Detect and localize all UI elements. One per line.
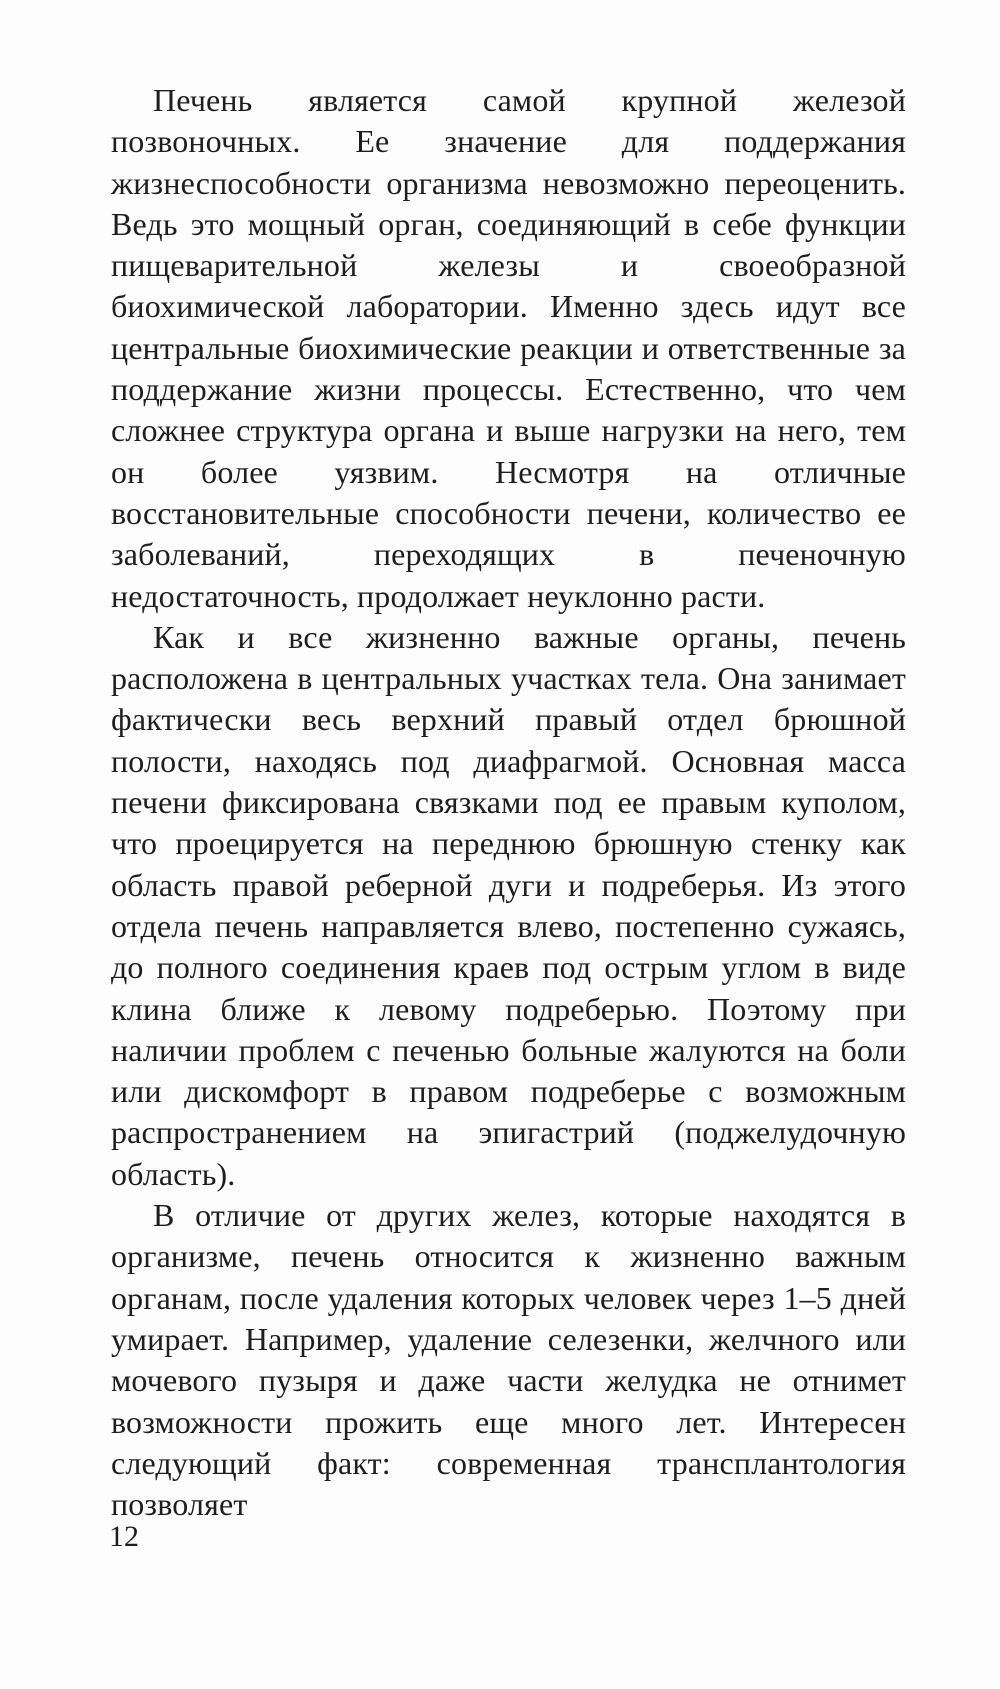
page-number: 12	[109, 1520, 139, 1553]
body-text	[111, 80, 906, 1525]
paragraph-3: В отличие от других желез, которые находятся в организме, печень относится к жизненно важным органам, после удаления которых человек через 1–5 дней умирает. Например, удаление селезенки, желчного или мочевого пузыря и даже части желудка не отнимет возможности прожить еще много лет. Интересен следующий факт: современная трансплантология позволяет	[111, 1197, 906, 1523]
paragraph-2: Как и все жизненно важные органы, печень расположена в центральных участках тела. Она занимает фактически весь верхний правый отдел брюшной полости, находясь под диафрагмой. Основная масса печени фиксирована связками под ее правым куполом, что проецируется на переднюю брюшную стенку как область правой реберной дуги и подреберья. Из этого отдела печень направляется влево, постепенно сужаясь, до полного соединения краев под острым углом в виде клина ближе к левому подреберью. Поэтому при наличии проблем с печенью больные жалуются на боли или дискомфорт в правом подреберье с возможным распространением на эпигастрий (поджелудочную область).	[111, 618, 906, 1192]
paragraph-1: Печень является самой крупной железой позвоночных. Ее значение для поддержания жизнеспособности организма невозможно переоценить. Ведь это мощный орган, соединяющий в себе функции пищеварительной железы и своеобразной биохимической лаборатории. Именно здесь идут все центральные биохимические реакции и ответственные за поддержание жизни процессы. Естественно, что чем сложнее структура органа и выше нагрузки на него, тем он более уязвим. Несмотря на отличные восстановительные способности печени, количество ее заболеваний, переходящих в печеночную недостаточность, продолжает неуклонно расти.	[111, 82, 906, 614]
